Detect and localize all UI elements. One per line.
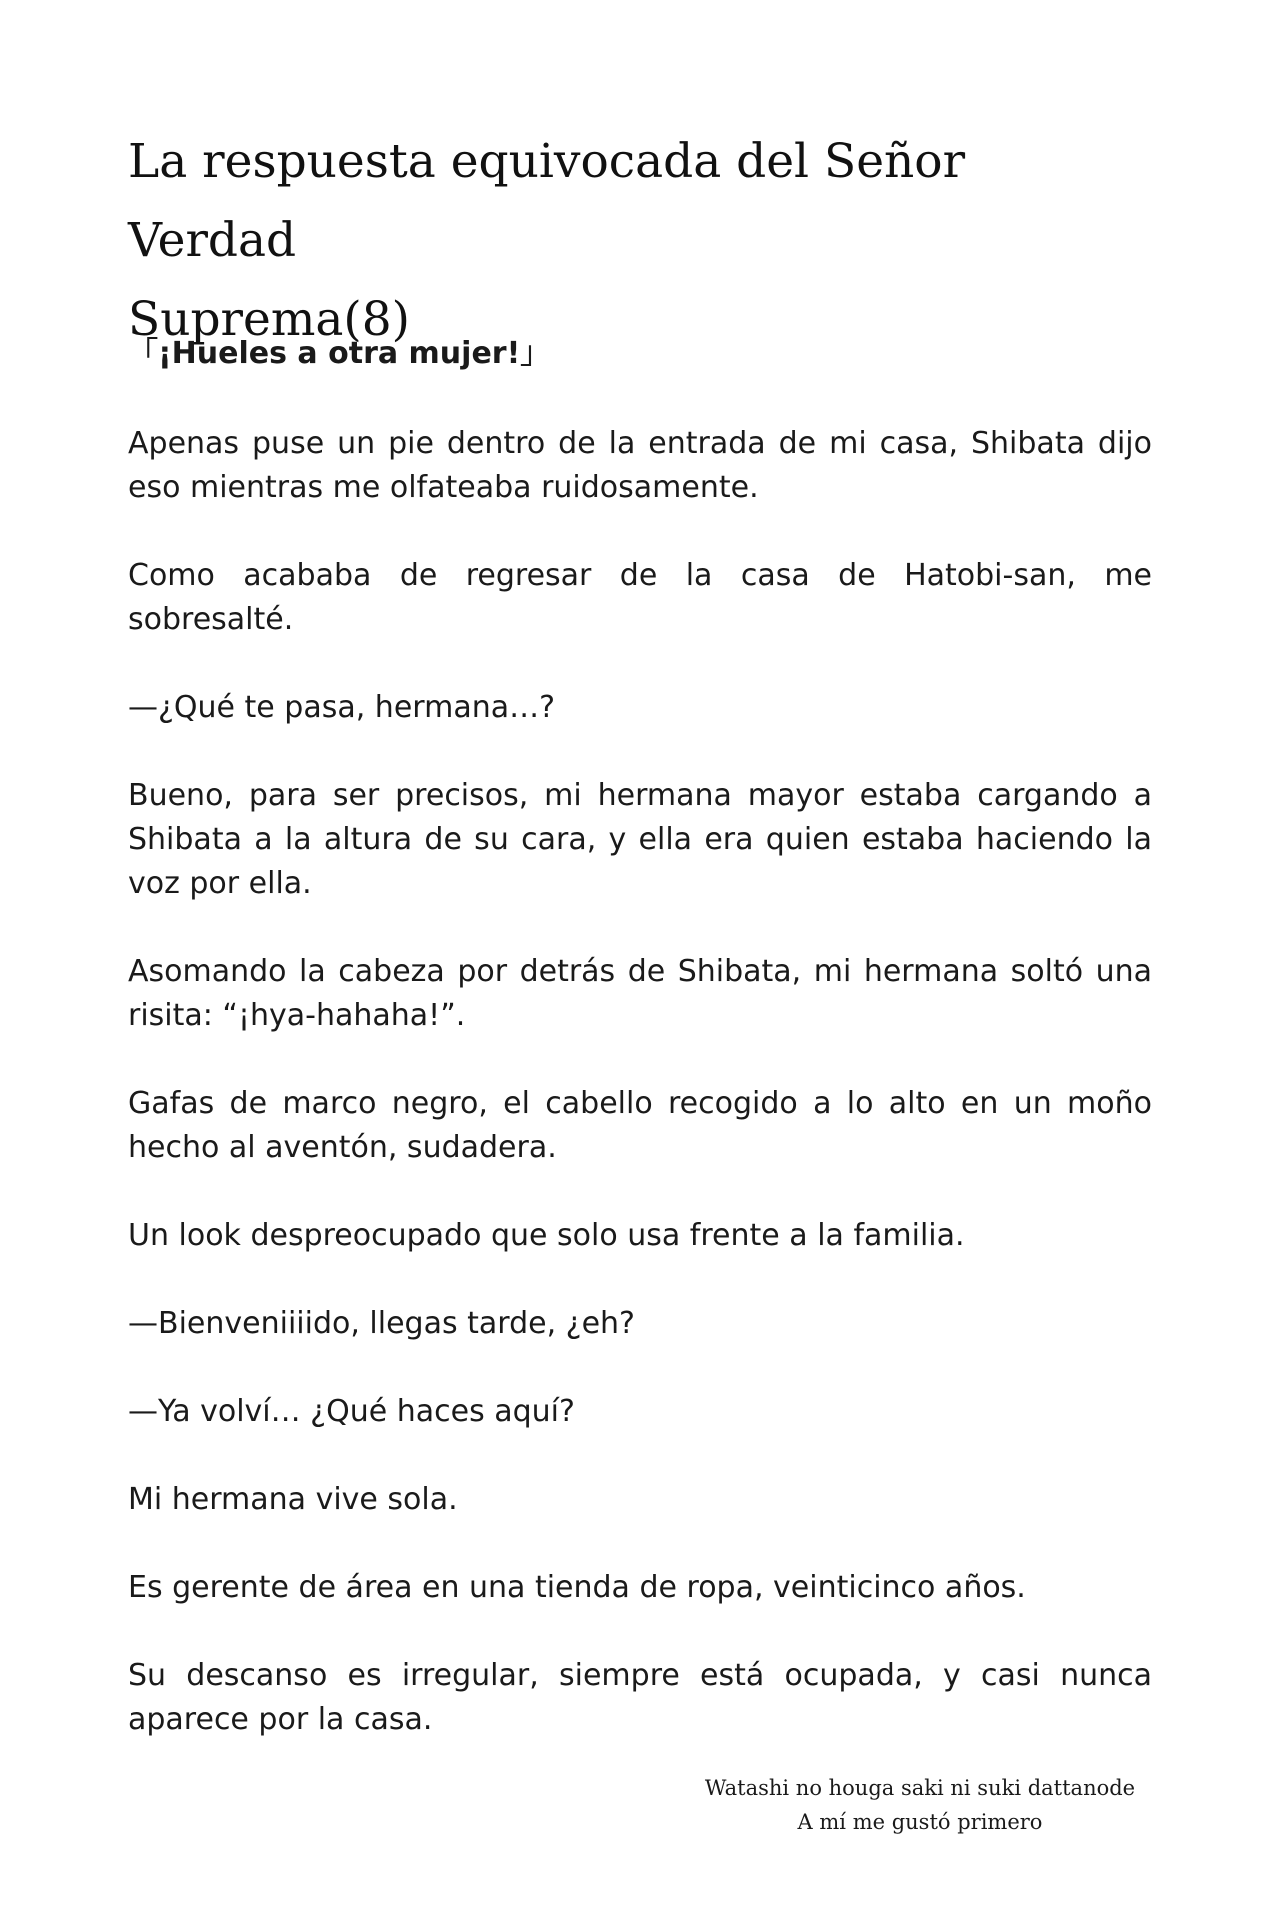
chapter-body	[128, 332, 1152, 1742]
chapter-title-line-2: Suprema(8)	[128, 292, 410, 347]
paragraph: Su descanso es irregular, siempre está ocupada, y casi nunca aparece por la casa.	[128, 1658, 1152, 1737]
footer-series-title: Watashi no houga saki ni suki dattanode	[704, 1776, 1136, 1800]
paragraph: Apenas puse un pie dentro de la entrada de mi casa, Shibata dijo eso mientras me olfateaba ruidosamente.	[128, 426, 1152, 505]
paragraph: —Bienveniiiido, llegas tarde, ¿eh?	[128, 1306, 635, 1341]
paragraph: —¿Qué te pasa, hermana…?	[128, 690, 556, 725]
paragraph: Mi hermana vive sola.	[128, 1482, 458, 1517]
paragraph: Gafas de marco negro, el cabello recogido a lo alto en un moño hecho al aventón, sudadera.	[128, 1086, 1152, 1165]
paragraph: Asomando la cabeza por detrás de Shibata, mi hermana soltó una risita: “¡hya-hahaha!”.	[128, 954, 1152, 1033]
paragraph-dialogue-heading: 「¡Hueles a otra mujer!」	[128, 336, 551, 371]
chapter-title-line-1: La respuesta equivocada del Señor Verdad	[128, 134, 966, 268]
paragraph: —Ya volví… ¿Qué haces aquí?	[128, 1394, 575, 1429]
paragraph: Como acababa de regresar de la casa de Hatobi-san, me sobresalté.	[128, 558, 1152, 637]
page-footer	[640, 1771, 1200, 1839]
paragraph: Es gerente de área en una tienda de ropa, veinticinco años.	[128, 1570, 1026, 1605]
paragraph: Un look despreocupado que solo usa frente a la familia.	[128, 1218, 965, 1253]
paragraph: Bueno, para ser precisos, mi hermana mayor estaba cargando a Shibata a la altura de su cara, y ella era quien estaba haciendo la voz por ella.	[128, 778, 1152, 901]
footer-series-subtitle: A mí me gustó primero	[797, 1810, 1043, 1834]
chapter-title	[128, 122, 1148, 359]
